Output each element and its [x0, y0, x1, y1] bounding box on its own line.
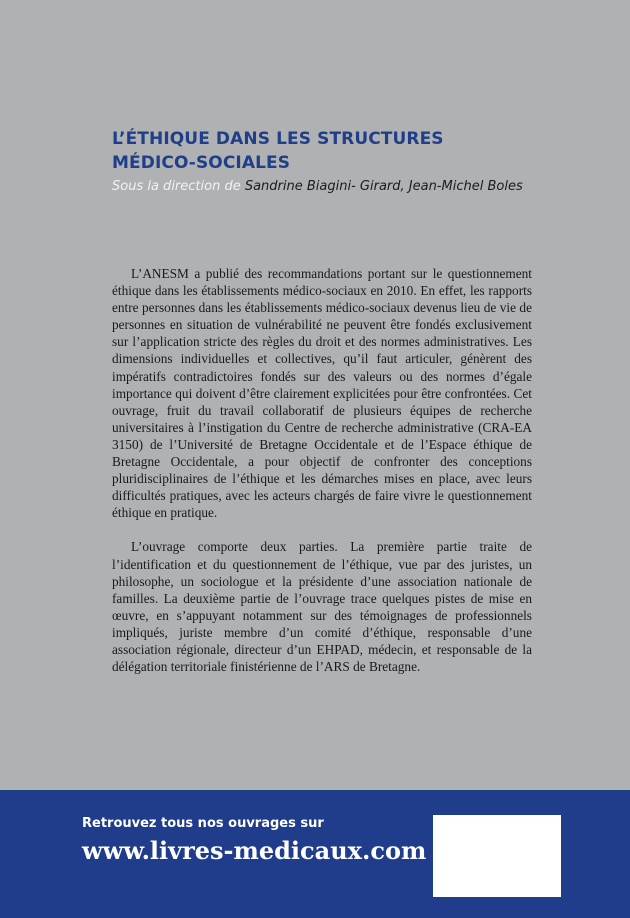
footer-banner [0, 790, 630, 918]
book-title-line-1: L’ÉTHIQUE DANS LES STRUCTURES [112, 129, 444, 149]
description [112, 265, 532, 692]
footer-label: Retrouvez tous nos ouvrages sur [82, 816, 324, 831]
book-title-line-2: MÉDICO-SOCIALES [112, 153, 291, 173]
book-title [112, 127, 444, 175]
description-paragraph-1: L’ANESM a publié des recommandations portant sur le questionnement éthique dans les établissements médico-sociaux en 2010. En effet, les rapports entre personnes dans les établissements médico-sociaux devenus lieu de vie de personnes en situation de vulnérabilité ne peuvent être fondés exclusivement sur l’application stricte des règles du droit et des normes administratives. Les dimensions individuelles et collectives, qu’il faut articuler, génèrent des impératifs contradictoires fondés sur des valeurs ou des normes d’égale importance qui doivent d’être clairement explicitées pour être confrontées. Cet ouvrage, fruit du travail collaboratif de plusieurs équipes de recherche universitaires à l’instigation du Centre de recherche administrative (CRA-EA 3150) de l’Université de Bretagne Occidentale et de l’Espace éthique de Bretagne Occidentale, a pour objectif de confronter des conceptions pluridisciplinaires de l’éthique et les démarches mises en place, avec leurs difficultés pratiques, avec les acteurs chargés de faire vivre le questionnement éthique en pratique. [112, 266, 532, 521]
barcode-placeholder [433, 815, 561, 897]
byline-prefix: Sous la direction de [112, 179, 241, 194]
website-link[interactable]: www.livres-medicaux.com [82, 836, 427, 865]
byline-authors: Sandrine Biagini- Girard, Jean-Michel Boles [244, 179, 523, 194]
description-paragraph-2: L’ouvrage comporte deux parties. La première partie traite de l’identification et du questionnement de l’éthique, vue par des juristes, un philosophe, un sociologue et la présidente d’une association nationale de familles. La deuxième partie de l’ouvrage trace quelques pistes de mise en œuvre, en s’appuyant notamment sur des témoignages de professionnels impliqués, juriste membre d’un comité d’éthique, responsable d’une association régionale, directeur d’un EHPAD, médecin, et responsable de la délégation territoriale finistérienne de l’ARS de Bretagne. [112, 539, 532, 675]
byline [112, 179, 523, 194]
